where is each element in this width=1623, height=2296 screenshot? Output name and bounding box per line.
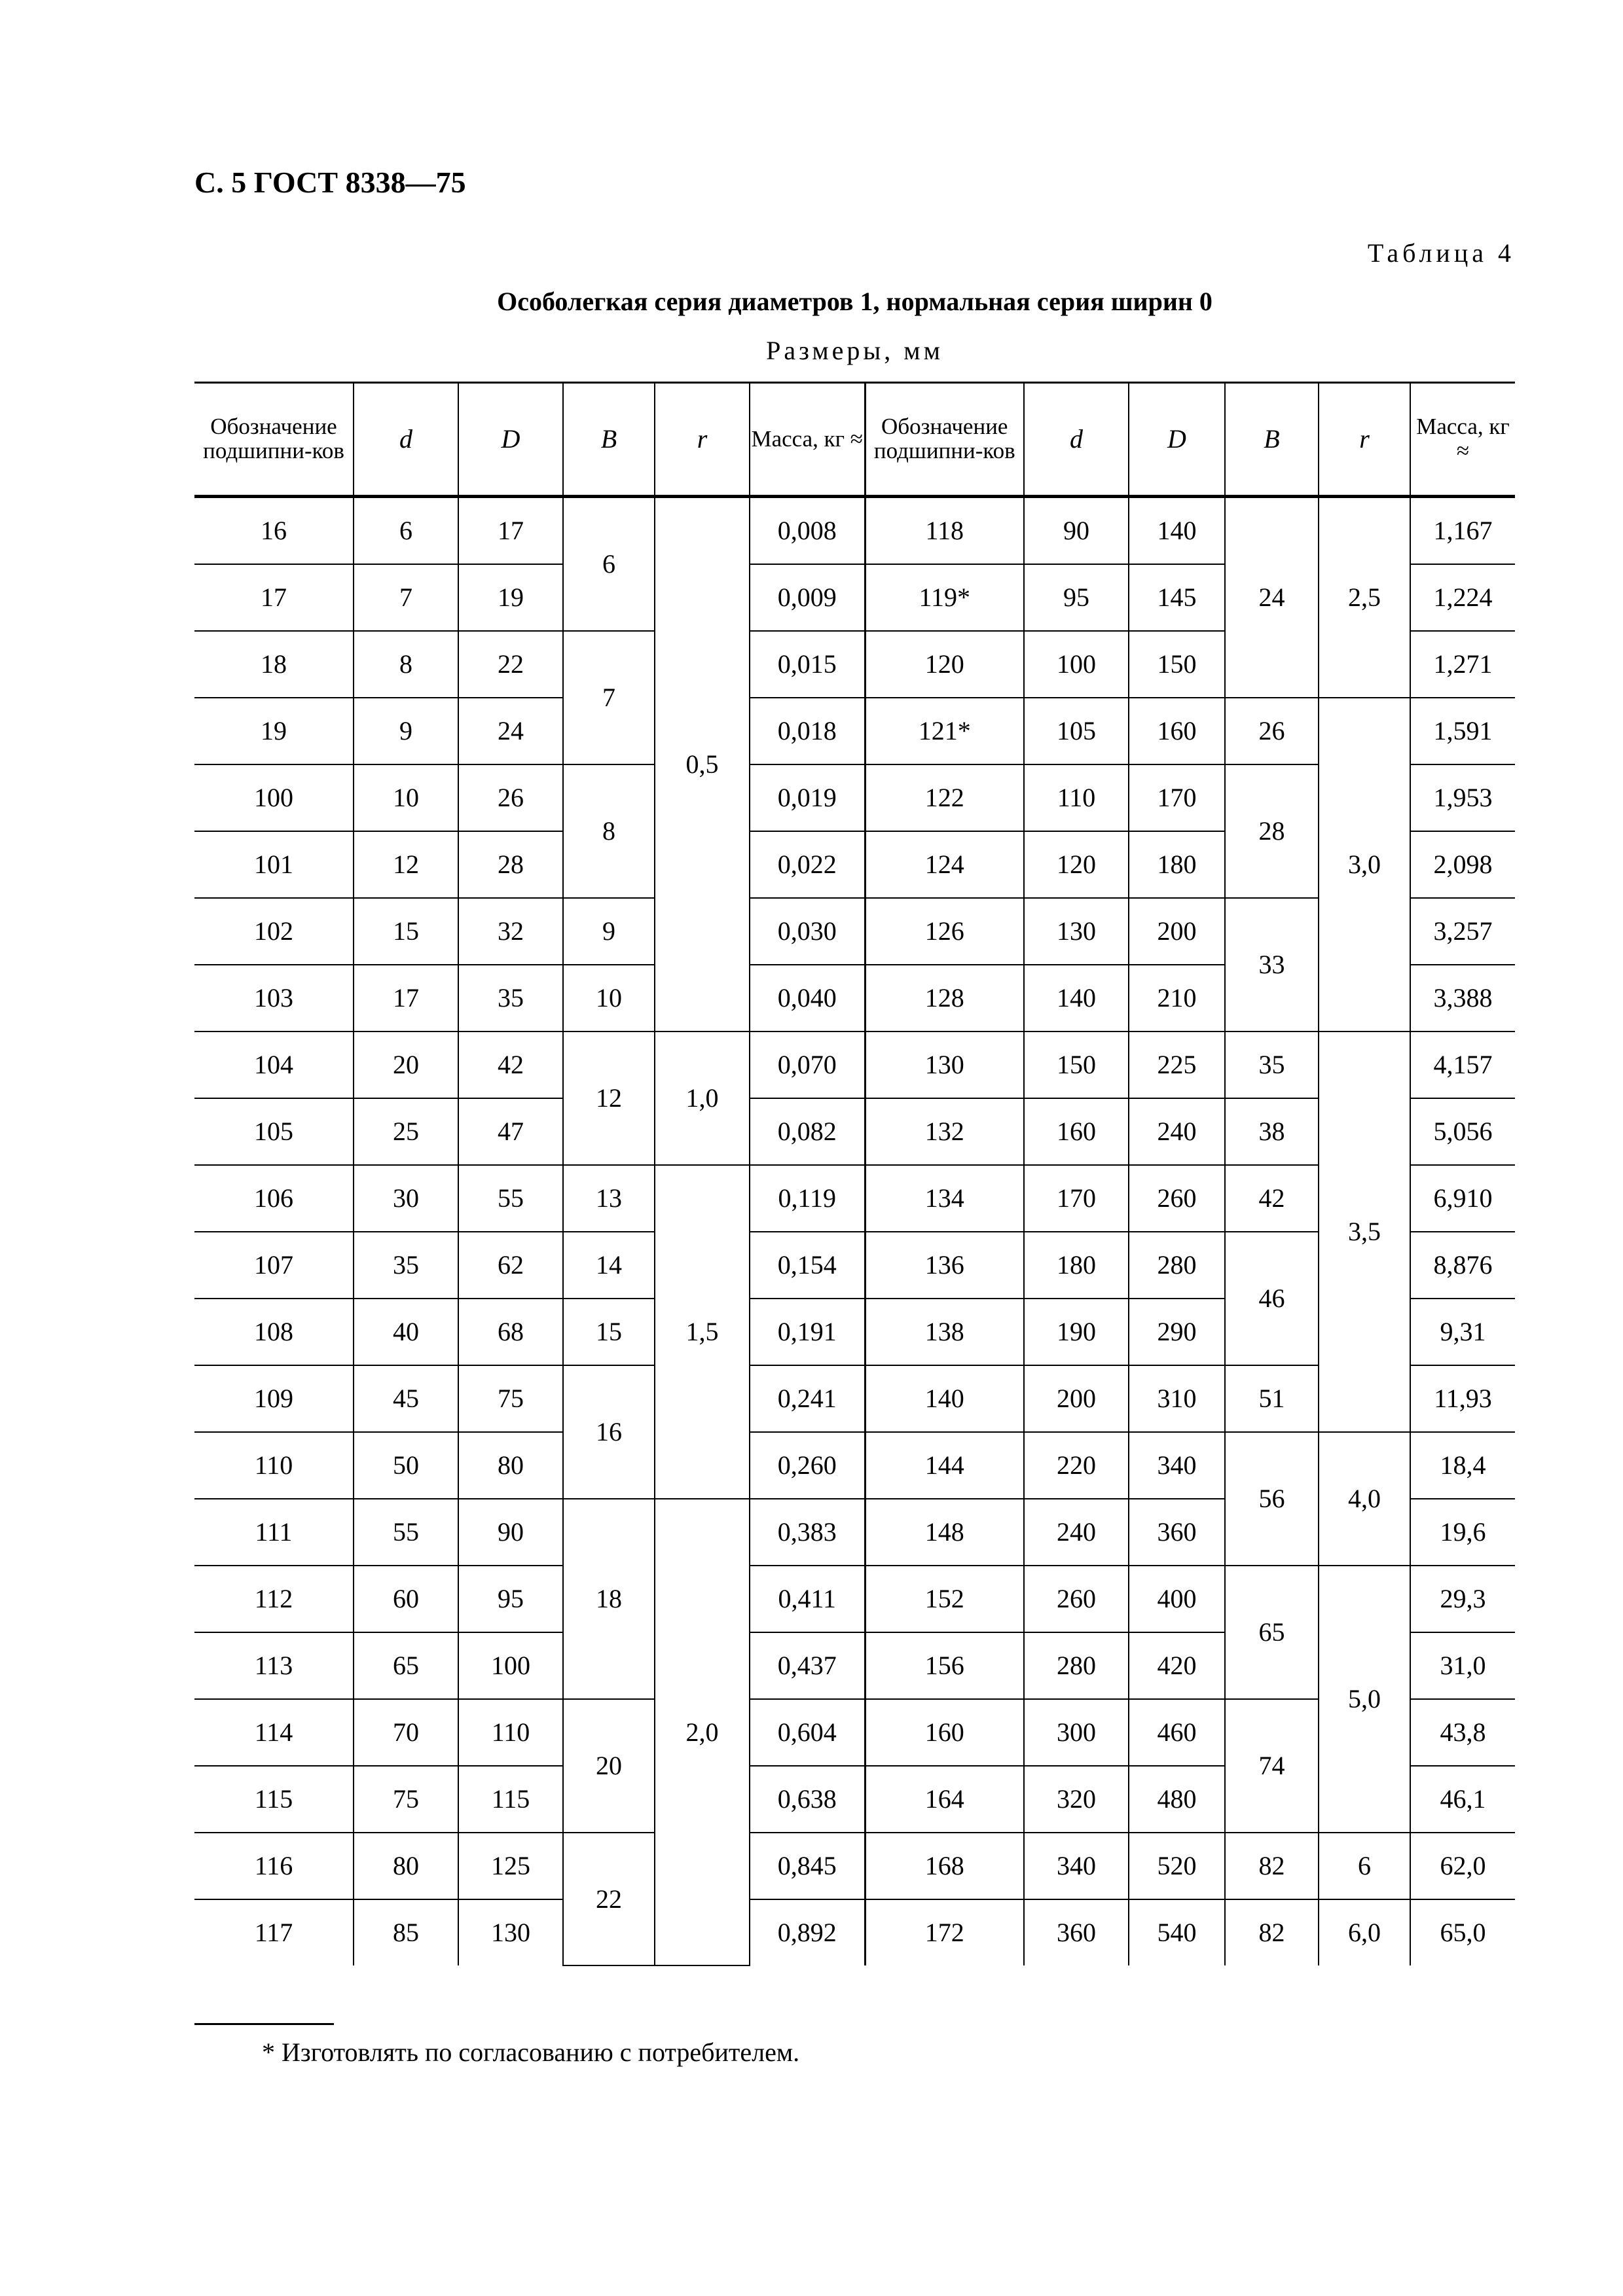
table-row: [194, 898, 1515, 965]
cell-d: 6: [354, 497, 458, 565]
cell-d: 85: [354, 1899, 458, 1965]
cell-B: 10: [563, 965, 655, 1031]
cell-D: 55: [458, 1165, 563, 1232]
cell-designation: 119*: [865, 564, 1024, 631]
cell-designation: 148: [865, 1499, 1024, 1566]
cell-mass: 0,022: [750, 831, 865, 898]
cell-mass: 0,845: [750, 1833, 865, 1899]
cell-D: 360: [1129, 1499, 1225, 1566]
cell-designation: 132: [865, 1098, 1024, 1165]
cell-D: 140: [1129, 497, 1225, 565]
cell-mass: 29,3: [1410, 1566, 1515, 1632]
cell-designation: 100: [194, 764, 354, 831]
cell-D: 125: [458, 1833, 563, 1899]
header-designation: Обозначение подшипни-ков: [865, 383, 1024, 497]
cell-designation: 160: [865, 1699, 1024, 1766]
cell-designation: 138: [865, 1299, 1024, 1365]
cell-d: 90: [1024, 497, 1129, 565]
cell-mass: 65,0: [1410, 1899, 1515, 1965]
cell-D: 480: [1129, 1766, 1225, 1833]
cell-mass: 11,93: [1410, 1365, 1515, 1432]
cell-r: 1,0: [655, 1031, 750, 1165]
cell-D: 115: [458, 1766, 563, 1833]
cell-d: 360: [1024, 1899, 1129, 1965]
cell-d: 120: [1024, 831, 1129, 898]
cell-D: 17: [458, 497, 563, 565]
cell-B: 82: [1225, 1899, 1319, 1965]
table-number: Таблица 4: [1367, 238, 1515, 268]
cell-D: 130: [458, 1899, 563, 1965]
cell-mass: 31,0: [1410, 1632, 1515, 1699]
cell-d: 240: [1024, 1499, 1129, 1566]
cell-mass: 1,271: [1410, 631, 1515, 698]
cell-d: 15: [354, 898, 458, 965]
cell-d: 80: [354, 1833, 458, 1899]
cell-designation: 164: [865, 1766, 1024, 1833]
cell-designation: 168: [865, 1833, 1024, 1899]
cell-D: 290: [1129, 1299, 1225, 1365]
cell-B: 24: [1225, 497, 1319, 698]
cell-r: 3,5: [1319, 1031, 1410, 1432]
cell-mass: 0,119: [750, 1165, 865, 1232]
table-units: Размеры, мм: [766, 336, 943, 365]
cell-mass: 0,638: [750, 1766, 865, 1833]
table-row: [194, 1365, 1515, 1432]
cell-d: 60: [354, 1566, 458, 1632]
cell-D: 310: [1129, 1365, 1225, 1432]
cell-designation: 17: [194, 564, 354, 631]
cell-B: 12: [563, 1031, 655, 1165]
cell-d: 10: [354, 764, 458, 831]
cell-mass: 5,056: [1410, 1098, 1515, 1165]
cell-d: 30: [354, 1165, 458, 1232]
cell-r: 6,0: [1319, 1899, 1410, 1965]
cell-D: 280: [1129, 1232, 1225, 1299]
cell-designation: 136: [865, 1232, 1024, 1299]
cell-B: 13: [563, 1165, 655, 1232]
cell-B: 51: [1225, 1365, 1319, 1432]
cell-mass: 19,6: [1410, 1499, 1515, 1566]
cell-mass: 8,876: [1410, 1232, 1515, 1299]
table-row: [194, 1899, 1515, 1965]
cell-B: 33: [1225, 898, 1319, 1031]
cell-mass: 0,154: [750, 1232, 865, 1299]
cell-designation: 108: [194, 1299, 354, 1365]
cell-mass: 4,157: [1410, 1031, 1515, 1098]
cell-mass: 0,411: [750, 1566, 865, 1632]
cell-designation: 152: [865, 1566, 1024, 1632]
table-header-row: [194, 383, 1515, 497]
cell-D: 400: [1129, 1566, 1225, 1632]
cell-designation: 140: [865, 1365, 1024, 1432]
bearing-table: [194, 382, 1515, 1966]
cell-B: 38: [1225, 1098, 1319, 1165]
header-mass: Масса, кг ≈: [750, 383, 865, 497]
cell-D: 95: [458, 1566, 563, 1632]
cell-mass: 0,604: [750, 1699, 865, 1766]
table-title: Особолегкая серия диаметров 1, нормальная серия ширин 0: [497, 287, 1213, 316]
cell-r: 5,0: [1319, 1566, 1410, 1833]
cell-D: 19: [458, 564, 563, 631]
cell-D: 180: [1129, 831, 1225, 898]
table-row: [194, 1833, 1515, 1899]
header-B: B: [563, 383, 655, 497]
cell-d: 17: [354, 965, 458, 1031]
cell-B: 28: [1225, 764, 1319, 898]
cell-d: 40: [354, 1299, 458, 1365]
cell-B: 8: [563, 764, 655, 898]
table-row: [194, 1699, 1515, 1766]
cell-D: 68: [458, 1299, 563, 1365]
cell-mass: 0,070: [750, 1031, 865, 1098]
header-r: r: [655, 383, 750, 497]
cell-B: 16: [563, 1365, 655, 1499]
cell-mass: 0,437: [750, 1632, 865, 1699]
cell-mass: 0,008: [750, 497, 865, 565]
cell-d: 200: [1024, 1365, 1129, 1432]
cell-d: 55: [354, 1499, 458, 1566]
cell-mass: 0,241: [750, 1365, 865, 1432]
header-B: B: [1225, 383, 1319, 497]
cell-D: 62: [458, 1232, 563, 1299]
header-D: D: [458, 383, 563, 497]
cell-d: 280: [1024, 1632, 1129, 1699]
cell-d: 220: [1024, 1432, 1129, 1499]
cell-D: 420: [1129, 1632, 1225, 1699]
cell-mass: 6,910: [1410, 1165, 1515, 1232]
cell-mass: 62,0: [1410, 1833, 1515, 1899]
cell-mass: 0,191: [750, 1299, 865, 1365]
cell-d: 260: [1024, 1566, 1129, 1632]
cell-d: 20: [354, 1031, 458, 1098]
cell-D: 200: [1129, 898, 1225, 965]
cell-mass: 2,098: [1410, 831, 1515, 898]
cell-d: 25: [354, 1098, 458, 1165]
cell-d: 340: [1024, 1833, 1129, 1899]
cell-d: 110: [1024, 764, 1129, 831]
cell-mass: 0,040: [750, 965, 865, 1031]
cell-r: 1,5: [655, 1165, 750, 1499]
cell-mass: 3,257: [1410, 898, 1515, 965]
cell-designation: 114: [194, 1699, 354, 1766]
cell-B: 20: [563, 1699, 655, 1833]
table-row: [194, 1232, 1515, 1299]
table-row: [194, 1165, 1515, 1232]
cell-designation: 130: [865, 1031, 1024, 1098]
table-row: [194, 1566, 1515, 1632]
header-d: d: [354, 383, 458, 497]
cell-D: 42: [458, 1031, 563, 1098]
cell-designation: 109: [194, 1365, 354, 1432]
cell-B: 65: [1225, 1566, 1319, 1699]
cell-D: 75: [458, 1365, 563, 1432]
cell-d: 180: [1024, 1232, 1129, 1299]
cell-mass: 0,019: [750, 764, 865, 831]
cell-designation: 122: [865, 764, 1024, 831]
cell-d: 50: [354, 1432, 458, 1499]
cell-d: 160: [1024, 1098, 1129, 1165]
cell-designation: 156: [865, 1632, 1024, 1699]
cell-mass: 1,953: [1410, 764, 1515, 831]
header-designation: Обозначение подшипни-ков: [194, 383, 354, 497]
cell-r: 4,0: [1319, 1432, 1410, 1566]
cell-mass: 0,009: [750, 564, 865, 631]
cell-r: 2,0: [655, 1499, 750, 1965]
cell-D: 460: [1129, 1699, 1225, 1766]
cell-designation: 172: [865, 1899, 1024, 1965]
cell-d: 7: [354, 564, 458, 631]
cell-designation: 120: [865, 631, 1024, 698]
cell-designation: 126: [865, 898, 1024, 965]
cell-designation: 113: [194, 1632, 354, 1699]
table-row: [194, 698, 1515, 764]
cell-designation: 110: [194, 1432, 354, 1499]
cell-mass: 18,4: [1410, 1432, 1515, 1499]
cell-D: 540: [1129, 1899, 1225, 1965]
cell-D: 26: [458, 764, 563, 831]
cell-B: 15: [563, 1299, 655, 1365]
cell-D: 260: [1129, 1165, 1225, 1232]
cell-D: 90: [458, 1499, 563, 1566]
cell-designation: 134: [865, 1165, 1024, 1232]
cell-mass: 0,082: [750, 1098, 865, 1165]
cell-r: 0,5: [655, 497, 750, 1032]
cell-B: 26: [1225, 698, 1319, 764]
cell-d: 140: [1024, 965, 1129, 1031]
cell-designation: 118: [865, 497, 1024, 565]
cell-d: 45: [354, 1365, 458, 1432]
table-row: [194, 1432, 1515, 1499]
cell-designation: 112: [194, 1566, 354, 1632]
cell-designation: 128: [865, 965, 1024, 1031]
footnote-rule: [194, 2023, 334, 2025]
cell-r: 3,0: [1319, 698, 1410, 1031]
cell-D: 150: [1129, 631, 1225, 698]
cell-D: 47: [458, 1098, 563, 1165]
cell-d: 170: [1024, 1165, 1129, 1232]
cell-D: 210: [1129, 965, 1225, 1031]
cell-B: 82: [1225, 1833, 1319, 1899]
cell-B: 18: [563, 1499, 655, 1699]
cell-designation: 105: [194, 1098, 354, 1165]
page-header: С. 5 ГОСТ 8338—75: [194, 166, 466, 199]
cell-d: 65: [354, 1632, 458, 1699]
cell-d: 35: [354, 1232, 458, 1299]
cell-designation: 116: [194, 1833, 354, 1899]
cell-r: 6: [1319, 1833, 1410, 1899]
cell-mass: 0,383: [750, 1499, 865, 1566]
cell-designation: 19: [194, 698, 354, 764]
cell-d: 190: [1024, 1299, 1129, 1365]
cell-B: 42: [1225, 1165, 1319, 1232]
cell-D: 24: [458, 698, 563, 764]
cell-B: 74: [1225, 1699, 1319, 1833]
cell-D: 170: [1129, 764, 1225, 831]
cell-B: 22: [563, 1833, 655, 1965]
cell-d: 150: [1024, 1031, 1129, 1098]
cell-D: 160: [1129, 698, 1225, 764]
header-r: r: [1319, 383, 1410, 497]
cell-designation: 144: [865, 1432, 1024, 1499]
cell-designation: 104: [194, 1031, 354, 1098]
cell-B: 56: [1225, 1432, 1319, 1566]
cell-d: 75: [354, 1766, 458, 1833]
cell-d: 130: [1024, 898, 1129, 965]
table-body: [194, 497, 1515, 1966]
cell-D: 100: [458, 1632, 563, 1699]
cell-B: 6: [563, 497, 655, 632]
cell-mass: 1,167: [1410, 497, 1515, 565]
cell-mass: 0,892: [750, 1899, 865, 1965]
cell-designation: 106: [194, 1165, 354, 1232]
cell-mass: 3,388: [1410, 965, 1515, 1031]
cell-D: 28: [458, 831, 563, 898]
cell-d: 100: [1024, 631, 1129, 698]
cell-D: 340: [1129, 1432, 1225, 1499]
cell-D: 145: [1129, 564, 1225, 631]
table-row: [194, 1031, 1515, 1098]
cell-d: 95: [1024, 564, 1129, 631]
cell-d: 9: [354, 698, 458, 764]
cell-mass: 0,260: [750, 1432, 865, 1499]
cell-B: 35: [1225, 1031, 1319, 1098]
cell-d: 105: [1024, 698, 1129, 764]
cell-designation: 102: [194, 898, 354, 965]
cell-B: 9: [563, 898, 655, 965]
cell-D: 240: [1129, 1098, 1225, 1165]
cell-designation: 16: [194, 497, 354, 565]
cell-mass: 0,015: [750, 631, 865, 698]
cell-r: 2,5: [1319, 497, 1410, 698]
cell-D: 80: [458, 1432, 563, 1499]
cell-designation: 121*: [865, 698, 1024, 764]
cell-D: 22: [458, 631, 563, 698]
table-row: [194, 497, 1515, 565]
header-mass: Масса, кг ≈: [1410, 383, 1515, 497]
cell-B: 7: [563, 631, 655, 764]
cell-D: 32: [458, 898, 563, 965]
cell-designation: 124: [865, 831, 1024, 898]
table-row: [194, 764, 1515, 831]
cell-mass: 0,018: [750, 698, 865, 764]
cell-d: 320: [1024, 1766, 1129, 1833]
cell-B: 14: [563, 1232, 655, 1299]
cell-designation: 117: [194, 1899, 354, 1965]
cell-designation: 103: [194, 965, 354, 1031]
cell-designation: 101: [194, 831, 354, 898]
cell-B: 46: [1225, 1232, 1319, 1365]
cell-mass: 9,31: [1410, 1299, 1515, 1365]
header-D: D: [1129, 383, 1225, 497]
cell-designation: 107: [194, 1232, 354, 1299]
cell-designation: 18: [194, 631, 354, 698]
footnote: * Изготовлять по согласованию с потребителем.: [262, 2037, 800, 2067]
cell-mass: 43,8: [1410, 1699, 1515, 1766]
table-row: [194, 1098, 1515, 1165]
cell-mass: 1,591: [1410, 698, 1515, 764]
cell-D: 110: [458, 1699, 563, 1766]
cell-d: 8: [354, 631, 458, 698]
cell-d: 300: [1024, 1699, 1129, 1766]
cell-d: 70: [354, 1699, 458, 1766]
cell-designation: 111: [194, 1499, 354, 1566]
cell-D: 520: [1129, 1833, 1225, 1899]
header-d: d: [1024, 383, 1129, 497]
cell-mass: 1,224: [1410, 564, 1515, 631]
cell-mass: 0,030: [750, 898, 865, 965]
cell-d: 12: [354, 831, 458, 898]
cell-designation: 115: [194, 1766, 354, 1833]
cell-D: 35: [458, 965, 563, 1031]
cell-D: 225: [1129, 1031, 1225, 1098]
cell-mass: 46,1: [1410, 1766, 1515, 1833]
